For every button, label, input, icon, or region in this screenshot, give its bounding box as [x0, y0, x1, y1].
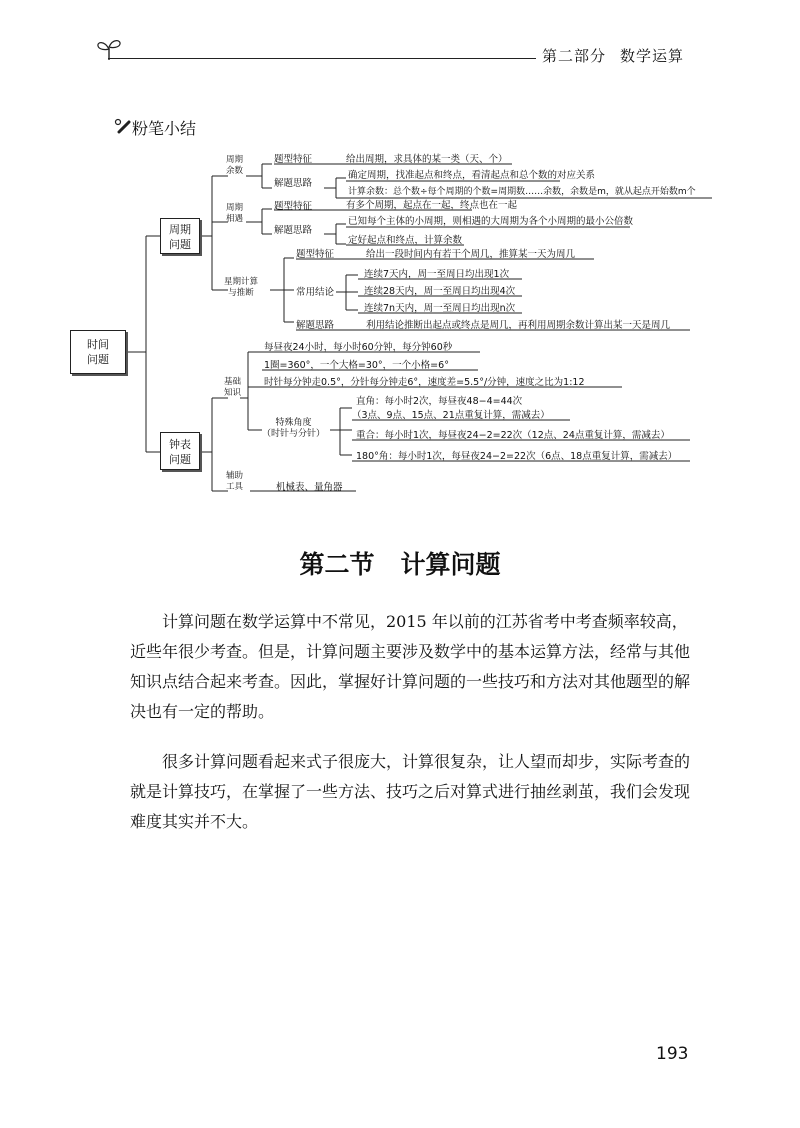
meet-feature: 有多个周期，起点在一起，终点也在一起	[346, 200, 518, 211]
weekday-feature: 给出一段时间内有若干个周几，推算某一天为周几	[366, 249, 576, 260]
remainder-method-2: 计算余数：总个数÷每个周期的个数=周期数……余数，余数是m，就从起点开始数m个	[348, 187, 696, 197]
angle-right-1: 直角：每小时2次，每昼夜48−4=44次	[356, 396, 523, 407]
weekday-common-2: 连续28天内，周一至周日均出现4次	[364, 286, 516, 297]
section-number: 第二节	[299, 550, 375, 579]
section-title: 计算问题	[400, 550, 501, 579]
weekday-label: 星期计算 与推断	[224, 277, 259, 298]
header-topic: 数学运算	[620, 47, 685, 65]
weekday-common-3: 连续7n天内，周一至周日均出现n次	[364, 303, 516, 314]
paragraph-1: 计算问题在数学运算中不常见，2015 年以前的江苏省考中考查频率较高，近些年很少考查。但是，计算问题主要涉及数学中的基本运算方法，经常与其他知识点结合起来考查。因此，掌握好计算问题的一些技巧和方法对其他题型的解决也有一定的帮助。	[130, 612, 691, 721]
remainder-method-1: 确定周期，找准起点和终点，看清起点和总个数的对应关系	[348, 170, 596, 181]
meet-label: 周期 相遇	[226, 203, 244, 224]
header-part: 第二部分	[542, 47, 607, 65]
remainder-feature-label: 题型特征	[274, 154, 313, 165]
meet-feature-label: 题型特征	[274, 201, 313, 212]
tools-items: 机械表、量角器	[276, 482, 343, 493]
basics-label: 基础 知识	[224, 377, 242, 398]
clock-node: 钟表 问题	[160, 432, 200, 470]
meet-method-label: 解题思路	[274, 225, 313, 236]
cycle-node: 周期 问题	[160, 218, 200, 254]
angle-right-2: （3点、9点、15点、21点重复计算，需减去）	[352, 410, 550, 421]
basics-item-3: 时针每分钟走0.5°，分针每分钟走6°，速度差=5.5°/分钟，速度之比为1:12	[264, 377, 585, 388]
angle-overlap: 重合：每小时1次，每昼夜24−2=22次（12点、24点重复计算，需减去）	[356, 430, 670, 441]
weekday-feature-label: 题型特征	[296, 249, 335, 260]
mindmap-connectors	[0, 0, 800, 520]
remainder-label: 周期 余数	[226, 155, 244, 176]
weekday-method: 利用结论推断出起点或终点是周几，再利用周期余数计算出某一天是周几	[366, 320, 671, 331]
section-heading	[0, 545, 800, 581]
paragraph-2: 很多计算问题看起来式子很庞大，计算很复杂，让人望而却步，实际考查的就是计算技巧，在掌握了一些方法、技巧之后对算式进行抽丝剥茧，我们会发现难度其实并不大。	[130, 752, 691, 831]
meet-method-2: 定好起点和终点，计算余数	[348, 235, 463, 246]
remainder-method-label: 解题思路	[274, 178, 313, 189]
angle-straight: 180°角：每小时1次，每昼夜24−2=22次（6点、18点重复计算，需减去）	[356, 451, 678, 462]
angles-label: 特殊角度 （时针与分针）	[262, 418, 326, 439]
page-number: 193	[656, 1044, 689, 1064]
root-node: 时间 问题	[70, 330, 126, 374]
remainder-feature: 给出周期，求具体的某一类（天、个）	[346, 154, 508, 165]
weekday-common-label: 常用结论	[296, 287, 335, 298]
weekday-common-1: 连续7天内，周一至周日均出现1次	[364, 269, 510, 280]
basics-item-2: 1圈=360°，一个大格=30°，一个小格=6°	[264, 360, 449, 371]
weekday-method-label: 解题思路	[296, 320, 335, 331]
basics-item-1: 每昼夜24小时，每小时60分钟，每分钟60秒	[264, 342, 453, 353]
summary-title: 粉笔小结	[132, 119, 197, 138]
meet-method-1: 已知每个主体的小周期，则相遇的大周期为各个小周期的最小公倍数	[348, 216, 634, 227]
tools-label: 辅助 工具	[226, 471, 244, 492]
